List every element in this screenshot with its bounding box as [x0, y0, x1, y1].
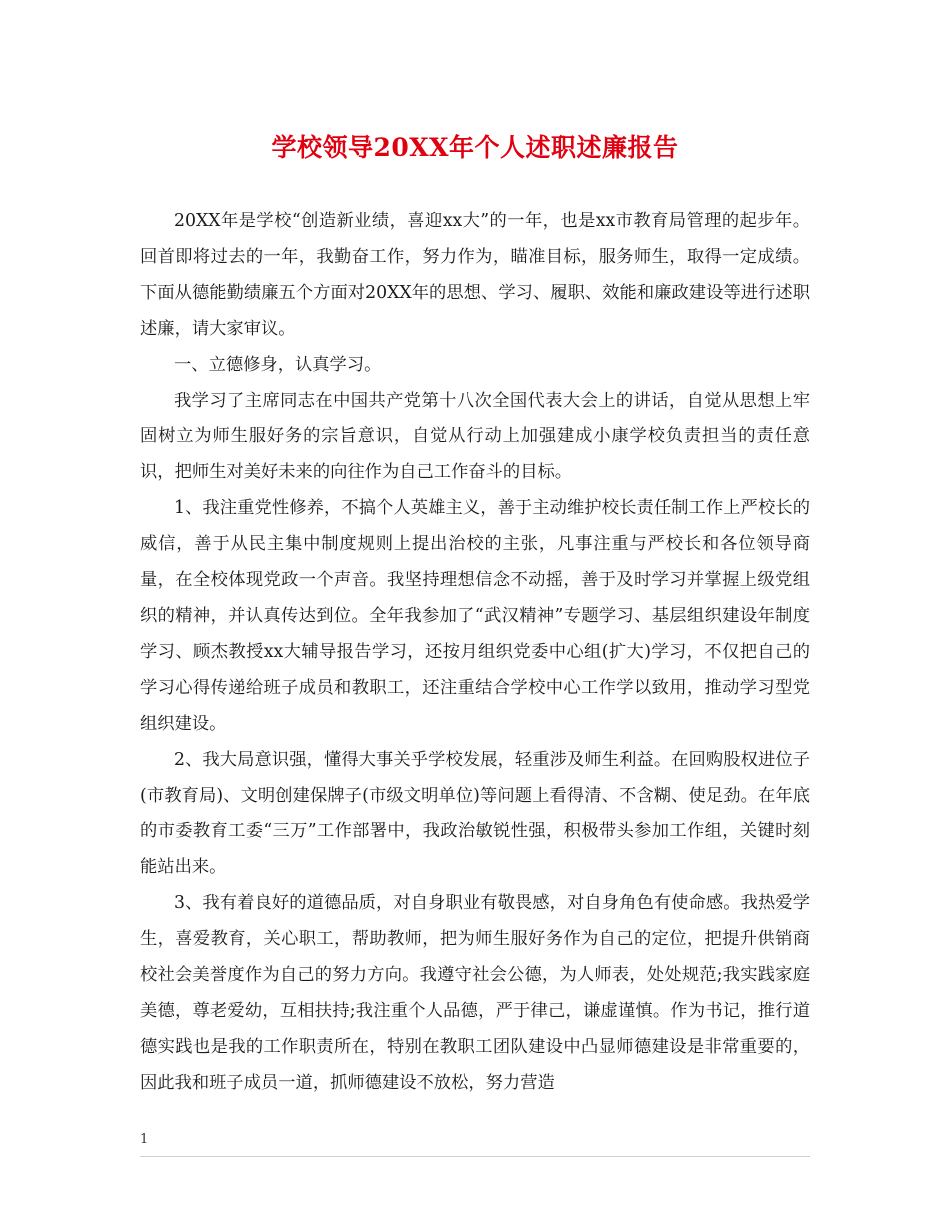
- paragraph-item-1: 1、我注重党性修养，不搞个人英雄主义，善于主动维护校长责任制工作上严校长的威信，善于从民主集中制度规则上提出治校的主张，凡事注重与严校长和各位领导商量，在全校体现党政一个声音。我坚持理想信念不动摇，善于及时学习并掌握上级党组织的精神，并认真传达到位。全年我参加了“武汉精神”专题学习、基层组织建设年制度学习、顾杰教授xx大辅导报告学习，还按月组织党委中心组(扩大)学习，不仅把自己的学习心得传递给班子成员和教职工，还注重结合学校中心工作学以致用，推动学习型党组织建设。: [140, 498, 810, 734]
- document-body: [140, 204, 810, 1102]
- section-heading-1: 一、立德修身，认真学习。: [174, 354, 382, 375]
- paragraph-intro: 20XX年是学校“创造新业绩，喜迎xx大”的一年，也是xx市教育局管理的起步年。回首即将过去的一年，我勤奋工作，努力作为，瞄准目标，服务师生，取得一定成绩。下面从德能勤绩廉五个方面对20XX年的思想、学习、履职、效能和廉政建设等进行述职述廉，请大家审议。: [140, 211, 810, 339]
- paragraph-item-3: 3、我有着良好的道德品质，对自身职业有敬畏感，对自身角色有使命感。我热爱学生，喜爱教育，关心职工，帮助教师，把为师生服好务作为自己的定位，把提升供销商校社会美誉度作为自己的努力方向。我遵守社会公德，为人师表，处处规范;我实践家庭美德，尊老爱幼，互相扶持;我注重个人品德，严于律己，谦虚谨慎。作为书记，推行道德实践也是我的工作职责所在，特别在教职工团队建设中凸显师德建设是非常重要的，因此我和班子成员一道，抓师德建设不放松，努力营造: [140, 893, 810, 1093]
- paragraph-study: 我学习了主席同志在中国共产党第十八次全国代表大会上的讲话，自觉从思想上牢固树立为师生服好务的宗旨意识，自觉从行动上加强建成小康学校负责担当的责任意识，把师生对美好未来的向往作为自己工作奋斗的目标。: [140, 390, 810, 483]
- document-title: 学校领导20XX年个人述职述廉报告: [271, 133, 679, 162]
- footer-divider: [140, 1156, 810, 1157]
- page-number: 1: [140, 1132, 149, 1147]
- paragraph-item-2: 2、我大局意识强，懂得大事关乎学校发展，轻重涉及师生利益。在回购股权进位子(市教育局)、文明创建保牌子(市级文明单位)等问题上看得清、不含糊、使足劲。在年底的市委教育工委“三万”工作部署中，我政治敏锐性强，积极带头参加工作组，关键时刻能站出来。: [140, 749, 810, 878]
